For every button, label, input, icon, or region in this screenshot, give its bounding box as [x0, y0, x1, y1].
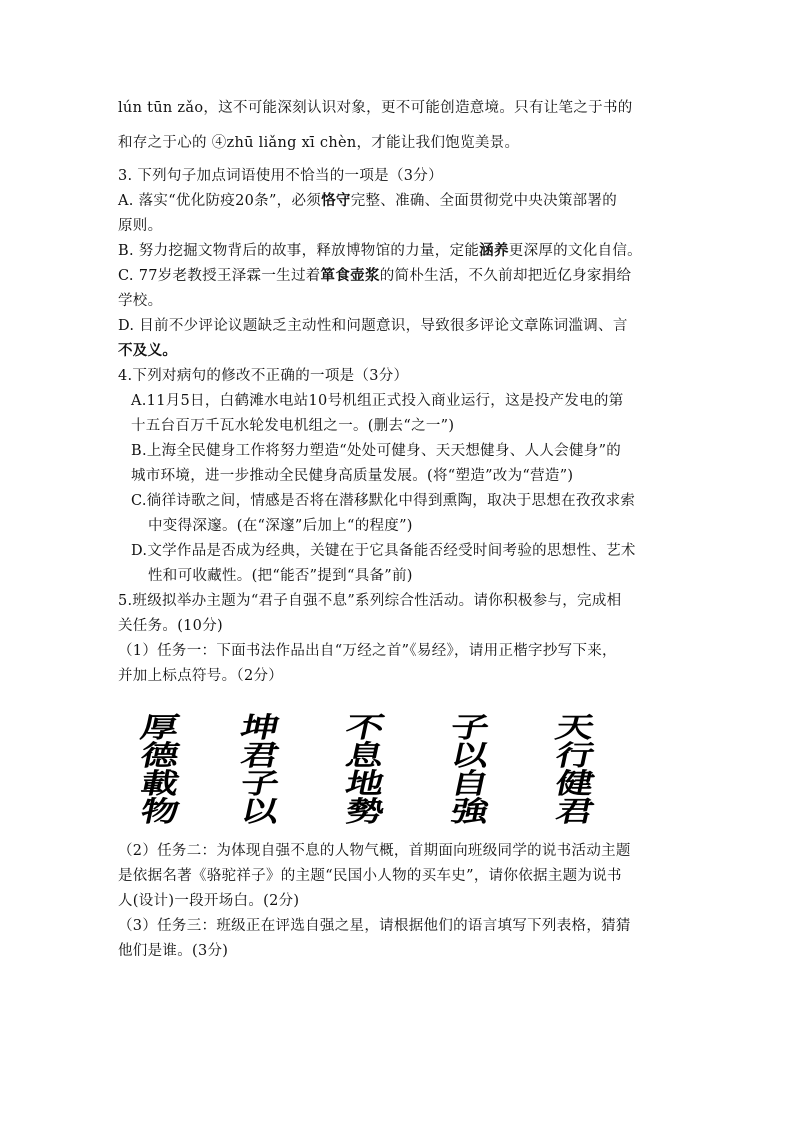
- task-2-cont: 人(设计)一段开场白。(2分): [118, 893, 300, 909]
- option-3d-cont: 不及义。: [118, 342, 178, 359]
- task-1-cont: 并加上标点符号。（2分）: [118, 668, 284, 684]
- task-3-cont: 他们是谁。(3分): [118, 943, 229, 959]
- option-text: C. 77岁老教授王泽霖一生过着: [118, 268, 321, 284]
- option-3a: [118, 191, 617, 211]
- option-text: A. 落实“优化防疫20条”，必须: [118, 193, 322, 209]
- dotted-word: 恪守: [321, 192, 351, 209]
- calligraphy-char: 君: [237, 739, 283, 772]
- dotted-word: 涵养: [479, 242, 509, 259]
- option-4b: B.上海全民健身工作将努力塑造“处处可健身、天天想健身、人人会健身”的: [131, 443, 622, 459]
- calligraphy-char: 君: [552, 795, 598, 828]
- calligraphy-char: 坤: [237, 711, 283, 744]
- option-3c-cont: 学校。: [118, 293, 163, 309]
- dotted-word: 箪食壶浆: [320, 267, 380, 284]
- question-4: 4.下列对病句的修改不正确的一项是（3分）: [118, 368, 409, 384]
- option-3b: [118, 241, 642, 261]
- question-5: 5.班级拟举办主题为“君子自强不息”系列综合性活动。请你积极参与，完成相: [118, 593, 622, 609]
- option-text: 完整、准确、全面贯彻党中央决策部署的: [350, 193, 618, 209]
- calligraphy-char: 強: [447, 795, 493, 828]
- calligraphy-char: 以: [447, 739, 493, 772]
- text-line: 和存之于心的 ④zhū liǎng xī chèn，才能让我们饱览美景。: [118, 135, 520, 151]
- option-text: 更深厚的文化自信。: [508, 243, 642, 259]
- calligraphy-char: 息: [342, 739, 388, 772]
- calligraphy-row: [120, 767, 640, 800]
- calligraphy-row: [120, 711, 640, 744]
- calligraphy-row: [120, 739, 640, 772]
- option-3a-cont: 原则。: [118, 218, 163, 234]
- question-3: 3. 下列句子加点词语使用不恰当的一项是（3分）: [118, 168, 443, 184]
- option-4d-cont: 性和可收藏性。(把“能否”提到“具备”前): [148, 568, 413, 584]
- calligraphy-char: 行: [552, 739, 598, 772]
- calligraphy-char: 厚: [137, 711, 183, 744]
- calligraphy-char: 以: [237, 795, 283, 828]
- calligraphy-char: 自: [447, 767, 493, 800]
- calligraphy-char: 不: [342, 711, 388, 744]
- calligraphy-char: 地: [342, 767, 388, 800]
- option-4c-cont: 中变得深邃。(在“深邃”后加上“的程度”): [148, 518, 413, 534]
- question-5-cont: 关任务。(10分): [118, 618, 223, 634]
- task-2-cont: 是依据名著《骆驼祥子》的主题“民国小人物的买车史”，请你依据主题为说书: [118, 868, 622, 884]
- calligraphy-char: 天: [552, 711, 598, 744]
- calligraphy-char: 子: [237, 767, 283, 800]
- calligraphy-char: 子: [447, 711, 493, 744]
- option-4d: D.文学作品是否成为经典，关键在于它具备能否经受时间考验的思想性、艺术: [131, 543, 636, 559]
- task-2: （2）任务二：为体现自强不息的人物气概，首期面向班级同学的说书活动主题: [118, 843, 631, 859]
- text-line: lún tūn zǎo，这不可能深刻认识对象，更不可能创造意境。只有让笔之于书的: [118, 100, 633, 116]
- calligraphy-char: 勢: [342, 795, 388, 828]
- option-4c: C.徜徉诗歌之间，情感是否将在潜移默化中得到熏陶，取决于思想在孜孜求索: [131, 493, 636, 509]
- calligraphy-char: 健: [552, 767, 598, 800]
- option-4a-cont: 十五台百万千瓦水轮发电机组之一。(删去“之一”): [131, 418, 455, 434]
- calligraphy-char: 德: [137, 739, 183, 772]
- option-3d: D. 目前不少评论议题缺乏主动性和问题意识，导致很多评论文章陈词滥调、言: [118, 318, 628, 334]
- task-1: （1）任务一：下面书法作品出自“万经之首”《易经》，请用正楷字抄写下来，: [118, 643, 617, 659]
- calligraphy-char: 載: [137, 767, 183, 800]
- option-3c: [118, 266, 631, 286]
- option-4b-cont: 城市环境，进一步推动全民健身高质量发展。(将“塑造”改为“营造”): [131, 468, 574, 484]
- option-4a: A.11月5日，白鹤滩水电站10号机组正式投入商业运行，这是投产发电的第: [131, 393, 624, 409]
- option-text: 的简朴生活，不久前却把近亿身家捐给: [379, 268, 632, 284]
- calligraphy-image: [120, 706, 640, 828]
- calligraphy-char: 物: [137, 795, 183, 828]
- task-3: （3）任务三：班级正在评选自强之星，请根据他们的语言填写下列表格，猜猜: [118, 918, 631, 934]
- calligraphy-row: [120, 795, 640, 828]
- option-text: B. 努力挖掘文物背后的故事，释放博物馆的力量，定能: [118, 243, 480, 259]
